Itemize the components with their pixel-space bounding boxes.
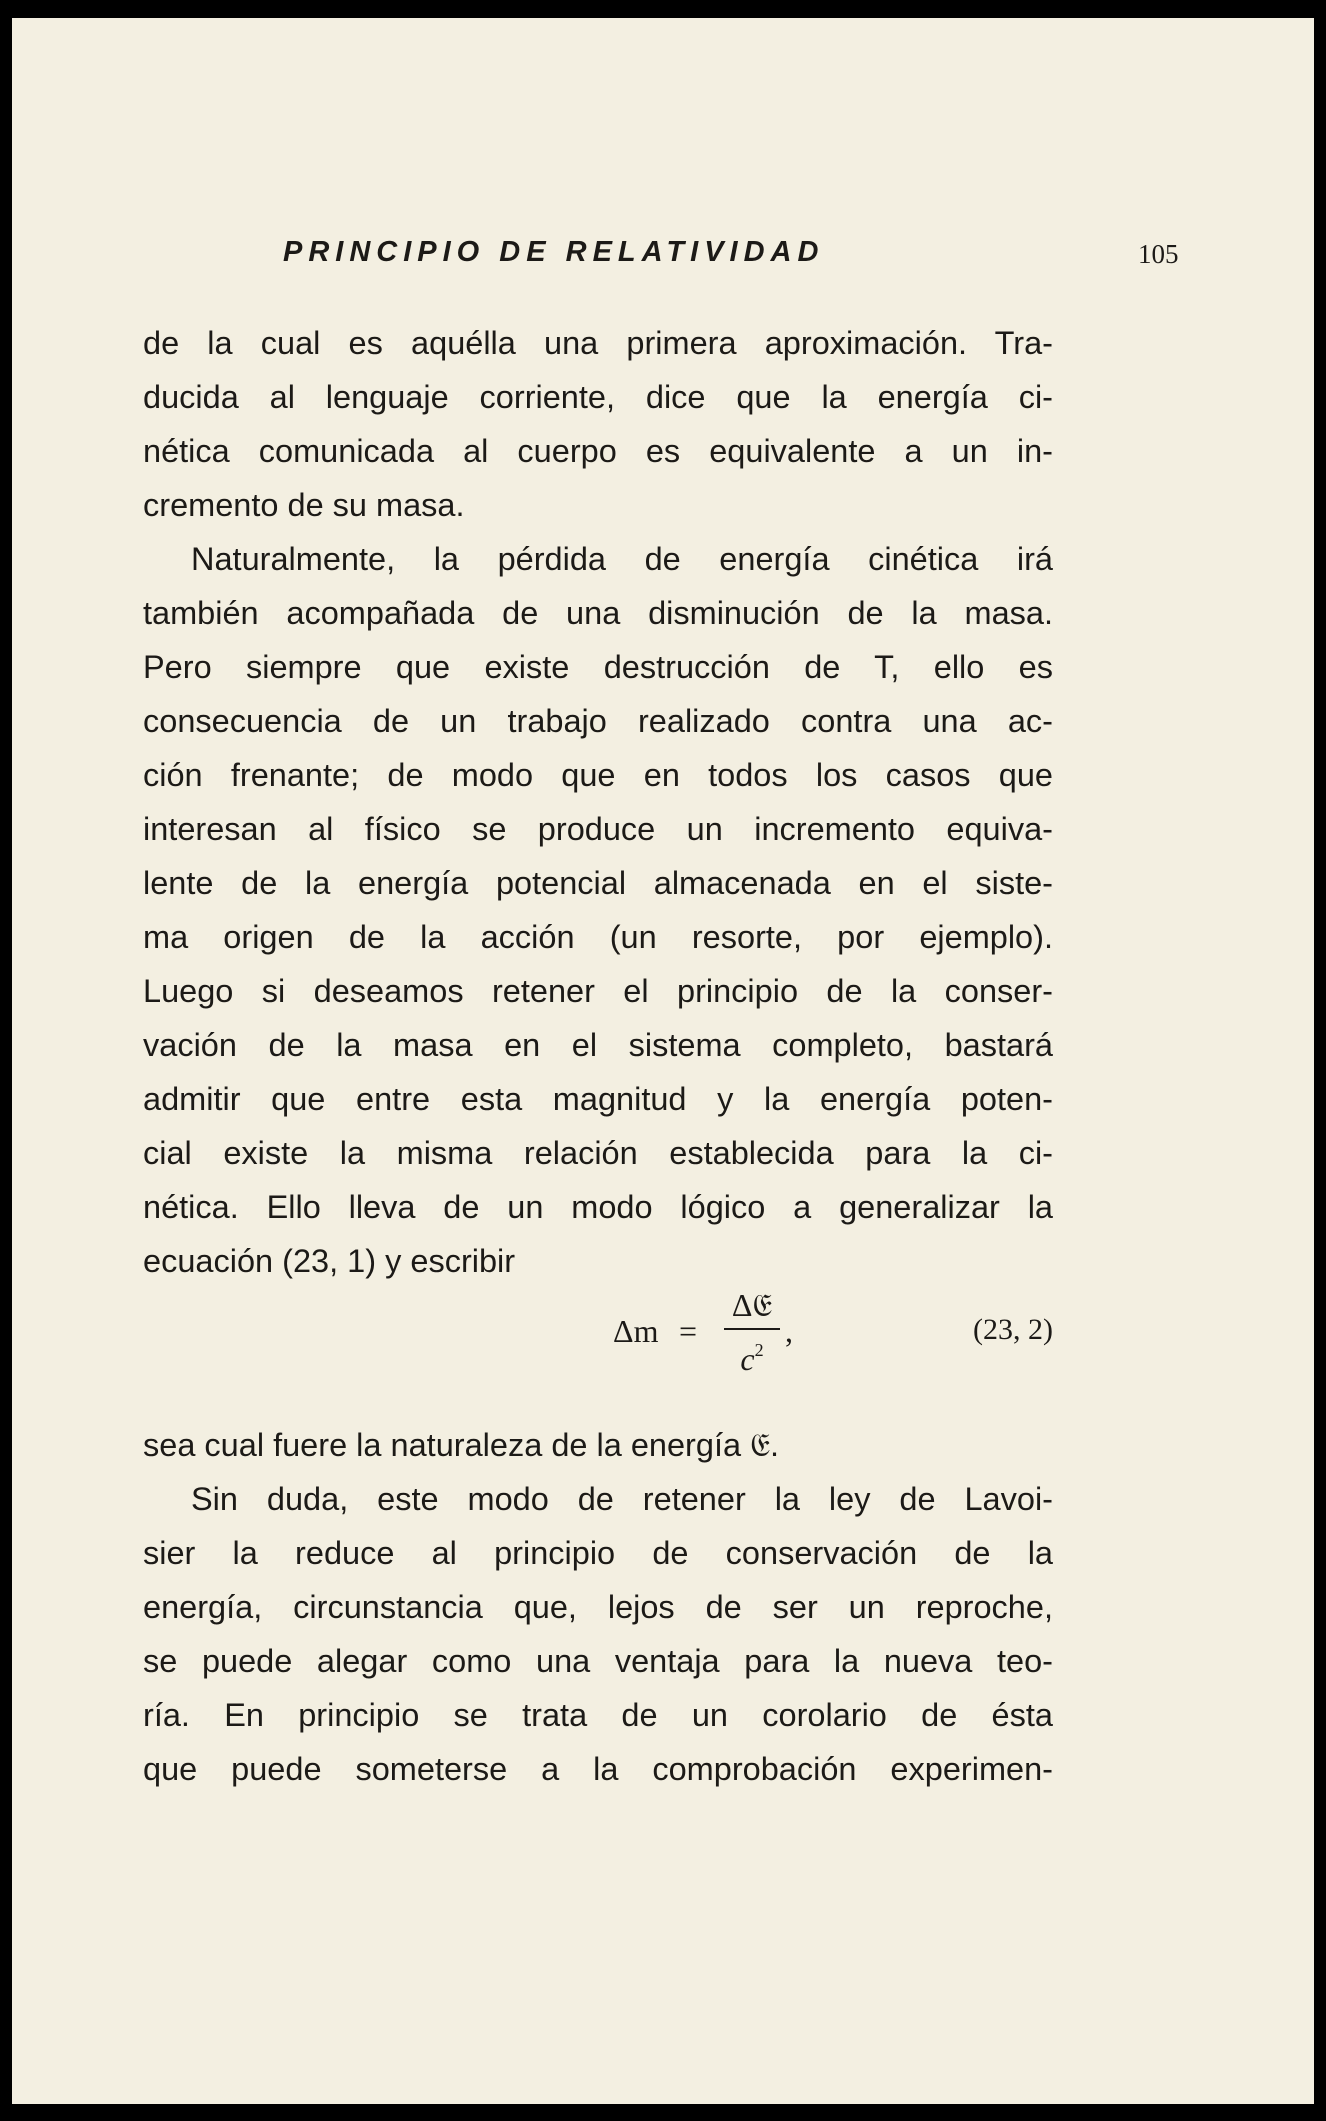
text-line: nética. Ello lleva de un modo lógico a generalizar la — [143, 1189, 1053, 1225]
text-line: sier la reduce al principio de conservación de la — [143, 1535, 1053, 1571]
text-line: consecuencia de un trabajo realizado contra una ac- — [143, 703, 1053, 739]
text-line: admitir que entre esta magnitud y la energía poten- — [143, 1081, 1053, 1117]
text-line: sea cual fuere la naturaleza de la energía 𝔈. — [143, 1427, 780, 1463]
text-line: Luego si deseamos retener el principio de la conser- — [143, 973, 1053, 1009]
text-line: ecuación (23, 1) y escribir — [143, 1243, 516, 1279]
text-line: vación de la masa en el sistema completo, bastará — [143, 1027, 1053, 1063]
text-line: ría. En principio se trata de un corolario de ésta — [143, 1697, 1053, 1733]
body-text-after-equation — [143, 1418, 1053, 1796]
text-line: se puede alegar como una ventaja para la nueva teo- — [143, 1643, 1053, 1679]
fraction — [724, 1286, 780, 1377]
equation-number: (23, 2) — [973, 1313, 1053, 1346]
text-line: ción frenante; de modo que en todos los casos que — [143, 757, 1053, 793]
text-line: lente de la energía potencial almacenada en el siste- — [143, 865, 1053, 901]
paragraph-first-line: Sin duda, este modo de retener la ley de Lavoi- — [191, 1481, 1053, 1517]
denominator-exponent: 2 — [754, 1340, 764, 1360]
text-line: ma origen de la acción (un resorte, por ejemplo). — [143, 919, 1053, 955]
text-line: energía, circunstancia que, lejos de ser un reproche, — [143, 1589, 1053, 1625]
book-page — [12, 18, 1314, 2104]
text-line: que puede someterse a la comprobación experimen- — [143, 1751, 1053, 1787]
paragraph-first-line: Naturalmente, la pérdida de energía cinética irá — [191, 541, 1053, 577]
text-line: cremento de su masa. — [143, 487, 465, 523]
equation-comma: , — [785, 1313, 793, 1349]
text-line: cial existe la misma relación establecida para la ci- — [143, 1135, 1053, 1171]
equation-lhs: Δm — [613, 1313, 659, 1349]
equation-23-2 — [143, 1286, 1053, 1376]
page-number: 105 — [1138, 239, 1179, 269]
text-line: Pero siempre que existe destrucción de T, ello es — [143, 649, 1053, 685]
running-title: PRINCIPIO DE RELATIVIDAD — [283, 236, 825, 268]
fraction-numerator: Δ𝔈 — [731, 1287, 773, 1323]
body-text-before-equation — [143, 316, 1053, 1288]
fraction-denominator — [724, 1330, 780, 1377]
text-line: también acompañada de una disminución de la masa. — [143, 595, 1053, 631]
text-line: nética comunicada al cuerpo es equivalente a un in- — [143, 433, 1053, 469]
text-line: de la cual es aquélla una primera aproximación. Tra- — [143, 325, 1053, 361]
denominator-base: c — [740, 1341, 755, 1377]
text-line: interesan al físico se produce un incremento equiva- — [143, 811, 1053, 847]
text-line: ducida al lenguaje corriente, dice que la energía ci- — [143, 379, 1053, 415]
equals-sign: = — [679, 1313, 698, 1349]
